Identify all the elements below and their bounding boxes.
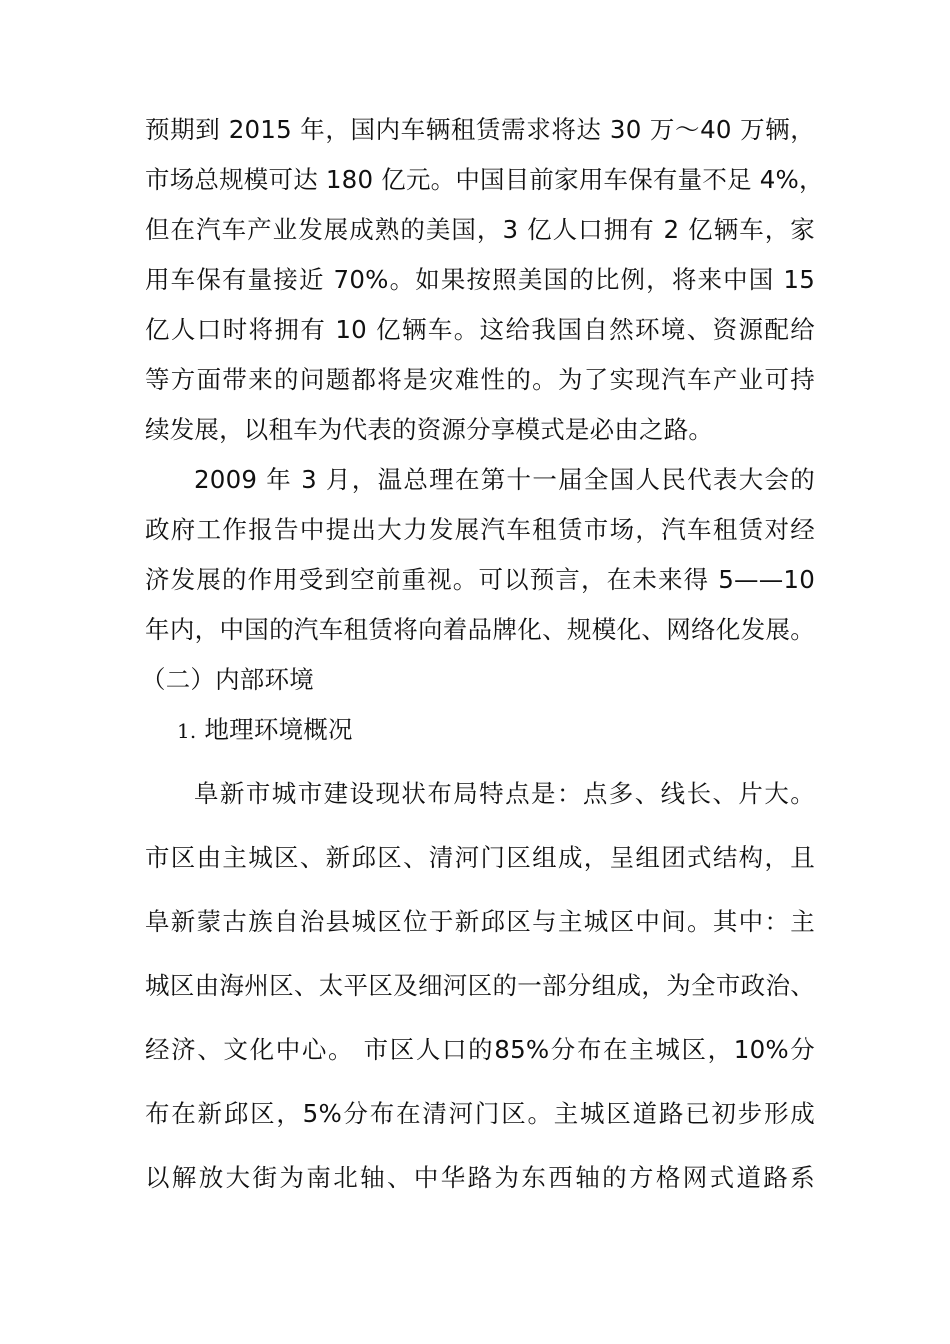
paragraph-line: 城区由海州区、太平区及细河区的一部分组成，为全市政治、 xyxy=(145,971,815,1000)
paragraph-line: 等方面带来的问题都将是灾难性的。为了实现汽车产业可持 xyxy=(145,365,815,394)
paragraph-line: 布在新邱区，5%分布在清河门区。主城区道路已初步形成 xyxy=(145,1099,815,1128)
paragraph-line: 但在汽车产业发展成熟的美国，3 亿人口拥有 2 亿辆车，家 xyxy=(145,215,815,244)
paragraph-line: 用车保有量接近 70%。如果按照美国的比例，将来中国 15 xyxy=(145,265,815,294)
section-heading: （二）内部环境 xyxy=(141,665,314,694)
paragraph-line: 市区由主城区、新邱区、清河门区组成，呈组团式结构，且 xyxy=(145,843,815,872)
subsection-number: 1. xyxy=(177,719,197,743)
paragraph-line: 阜新市城市建设现状布局特点是：点多、线长、片大。 xyxy=(194,779,815,808)
paragraph-line: 济发展的作用受到空前重视。可以预言，在未来得 5——10 xyxy=(145,565,815,594)
subsection-title: 地理环境概况 xyxy=(204,715,353,744)
paragraph-line: 预期到 2015 年，国内车辆租赁需求将达 30 万～40 万辆， xyxy=(145,115,815,144)
paragraph-line: 以解放大街为南北轴、中华路为东西轴的方格网式道路系 xyxy=(145,1163,815,1192)
paragraph-line: 政府工作报告中提出大力发展汽车租赁市场，汽车租赁对经 xyxy=(145,515,815,544)
paragraph-line: 阜新蒙古族自治县城区位于新邱区与主城区中间。其中：主 xyxy=(145,907,815,936)
paragraph-line: 市场总规模可达 180 亿元。中国目前家用车保有量不足 4%， xyxy=(145,165,824,194)
paragraph-line: 年内，中国的汽车租赁将向着品牌化、规模化、网络化发展。 xyxy=(145,615,815,644)
subsection-heading xyxy=(177,713,577,747)
paragraph-line: 2009 年 3 月，温总理在第十一届全国人民代表大会的 xyxy=(194,465,815,494)
paragraph-line: 经济、文化中心。 市区人口的85%分布在主城区，10%分 xyxy=(145,1035,815,1064)
paragraph-line: 亿人口时将拥有 10 亿辆车。这给我国自然环境、资源配给 xyxy=(145,315,815,344)
paragraph-line: 续发展，以租车为代表的资源分享模式是必由之路。 xyxy=(145,415,714,444)
